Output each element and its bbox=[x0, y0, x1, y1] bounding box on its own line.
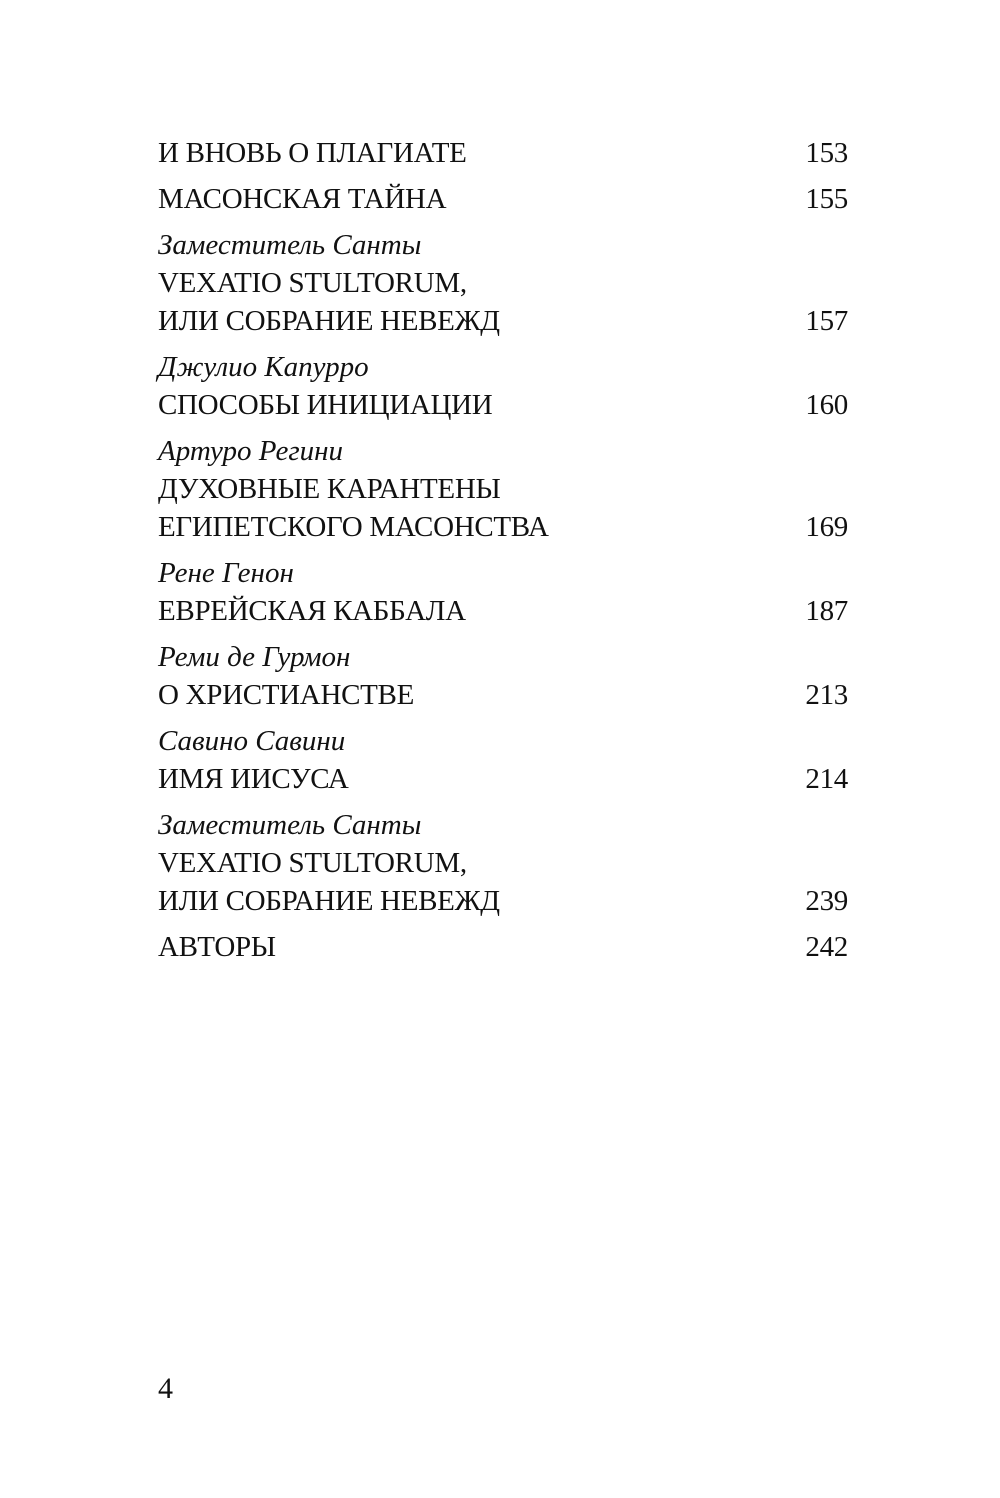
toc-line[interactable] bbox=[158, 180, 848, 218]
toc-author: Джулио Капурро bbox=[158, 351, 369, 383]
toc-title-line: VEXATIO STULTORUM, bbox=[158, 267, 467, 299]
toc-line[interactable] bbox=[158, 676, 848, 714]
toc-title: О ХРИСТИАНСТВЕ bbox=[158, 679, 415, 711]
toc-entry bbox=[158, 638, 848, 714]
toc-author: Рене Генон bbox=[158, 557, 294, 589]
toc-entry bbox=[158, 928, 848, 966]
toc-title: ИЛИ СОБРАНИЕ НЕВЕЖД bbox=[158, 885, 500, 917]
toc-title: АВТОРЫ bbox=[158, 931, 276, 963]
toc-page-number: 214 bbox=[805, 763, 848, 795]
toc-page-number: 155 bbox=[805, 183, 848, 215]
toc-page-number: 160 bbox=[805, 389, 848, 421]
toc-page-number: 187 bbox=[805, 595, 848, 627]
toc-title: ЕГИПЕТСКОГО МАСОНСТВА bbox=[158, 511, 549, 543]
toc-entry bbox=[158, 226, 848, 340]
toc-title: ЕВРЕЙСКАЯ КАББАЛА bbox=[158, 595, 466, 627]
toc-page-number: 157 bbox=[805, 305, 848, 337]
toc-line[interactable] bbox=[158, 134, 848, 172]
toc-line[interactable] bbox=[158, 760, 848, 798]
toc-entry bbox=[158, 806, 848, 920]
toc-entry bbox=[158, 554, 848, 630]
toc-page-number: 153 bbox=[805, 137, 848, 169]
toc-page-number: 242 bbox=[805, 931, 848, 963]
toc-line[interactable] bbox=[158, 928, 848, 966]
toc-title: МАСОНСКАЯ ТАЙНА bbox=[158, 183, 447, 215]
toc-line[interactable] bbox=[158, 592, 848, 630]
toc-title: СПОСОБЫ ИНИЦИАЦИИ bbox=[158, 389, 493, 421]
table-of-contents bbox=[158, 134, 848, 974]
toc-page-number: 169 bbox=[805, 511, 848, 543]
toc-entry bbox=[158, 180, 848, 218]
page-number: 4 bbox=[158, 1372, 173, 1405]
toc-entry bbox=[158, 348, 848, 424]
toc-title: И ВНОВЬ О ПЛАГИАТЕ bbox=[158, 137, 467, 169]
toc-page-number: 239 bbox=[805, 885, 848, 917]
toc-author: Заместитель Санты bbox=[158, 809, 422, 841]
toc-line[interactable] bbox=[158, 386, 848, 424]
toc-title: ИМЯ ИИСУСА bbox=[158, 763, 349, 795]
toc-author: Заместитель Санты bbox=[158, 229, 422, 261]
toc-title-line: ДУХОВНЫЕ КАРАНТЕНЫ bbox=[158, 473, 501, 505]
toc-entry bbox=[158, 134, 848, 172]
toc-line[interactable] bbox=[158, 882, 848, 920]
toc-line[interactable] bbox=[158, 302, 848, 340]
toc-line[interactable] bbox=[158, 508, 848, 546]
toc-author: Реми де Гурмон bbox=[158, 641, 351, 673]
toc-page-number: 213 bbox=[805, 679, 848, 711]
toc-title-line: VEXATIO STULTORUM, bbox=[158, 847, 467, 879]
toc-entry bbox=[158, 722, 848, 798]
toc-title: ИЛИ СОБРАНИЕ НЕВЕЖД bbox=[158, 305, 500, 337]
toc-entry bbox=[158, 432, 848, 546]
toc-author: Артуро Регини bbox=[158, 435, 344, 467]
toc-author: Савино Савини bbox=[158, 725, 346, 757]
